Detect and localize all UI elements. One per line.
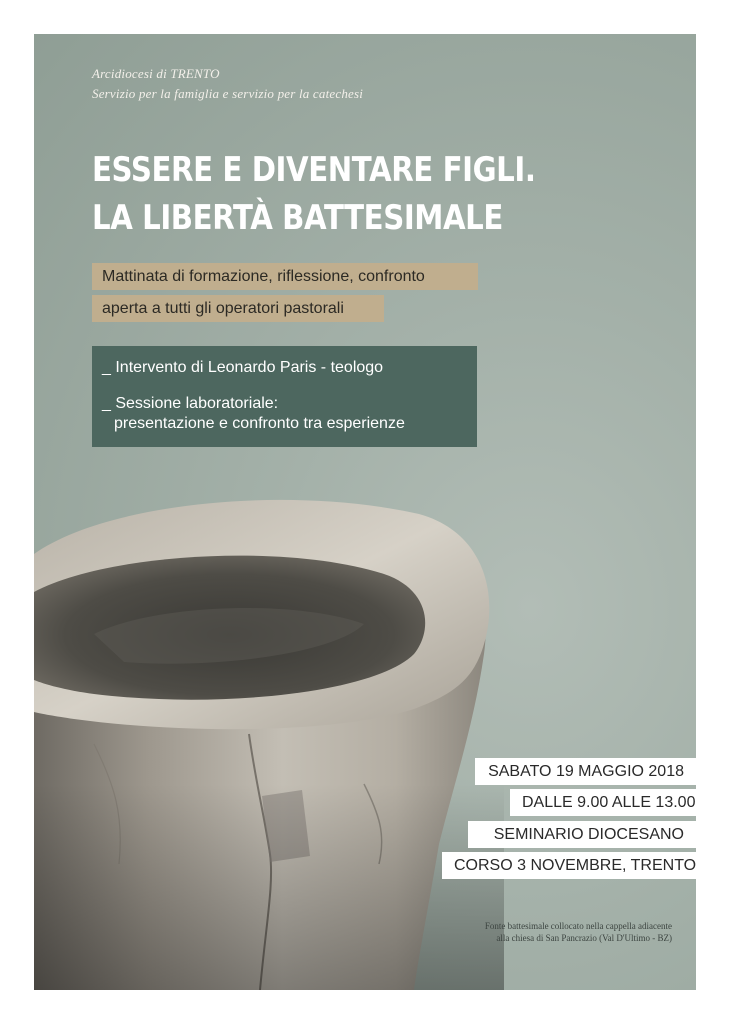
subtitle-tag-1: Mattinata di formazione, riflessione, confronto bbox=[92, 263, 478, 290]
subtitle-tag-2: aperta a tutti gli operatori pastorali bbox=[92, 295, 384, 322]
program-item-workshop: _ Sessione laboratoriale: bbox=[102, 395, 279, 412]
header-service: Servizio per la famiglia e servizio per la catechesi bbox=[92, 86, 364, 101]
baptismal-font-image bbox=[34, 484, 504, 990]
program-box bbox=[92, 346, 477, 447]
program-item-talk: _ Intervento di Leonardo Paris - teologo bbox=[102, 359, 384, 376]
title-line-1: ESSERE E DIVENTARE FIGLI. bbox=[92, 150, 536, 190]
event-date: SABATO 19 MAGGIO 2018 bbox=[475, 758, 696, 785]
header-diocese: Arcidiocesi di TRENTO bbox=[92, 66, 220, 81]
poster bbox=[34, 34, 696, 990]
event-address: CORSO 3 NOVEMBRE, TRENTO bbox=[442, 852, 696, 879]
event-time: DALLE 9.00 ALLE 13.00 bbox=[510, 789, 696, 816]
caption-line-1: Fonte battesimale collocato nella cappella adiacente bbox=[484, 921, 672, 931]
title-line-2: LA LIBERTÀ BATTESIMALE bbox=[92, 198, 503, 238]
header bbox=[92, 64, 363, 104]
page-title bbox=[92, 146, 536, 242]
caption-line-2: alla chiesa di San Pancrazio (Val D'Ultimo - BZ) bbox=[496, 933, 672, 943]
photo-caption bbox=[462, 920, 672, 944]
program-item-workshop-detail: presentazione e confronto tra esperienze bbox=[114, 415, 405, 432]
event-venue: SEMINARIO DIOCESANO bbox=[468, 821, 696, 848]
